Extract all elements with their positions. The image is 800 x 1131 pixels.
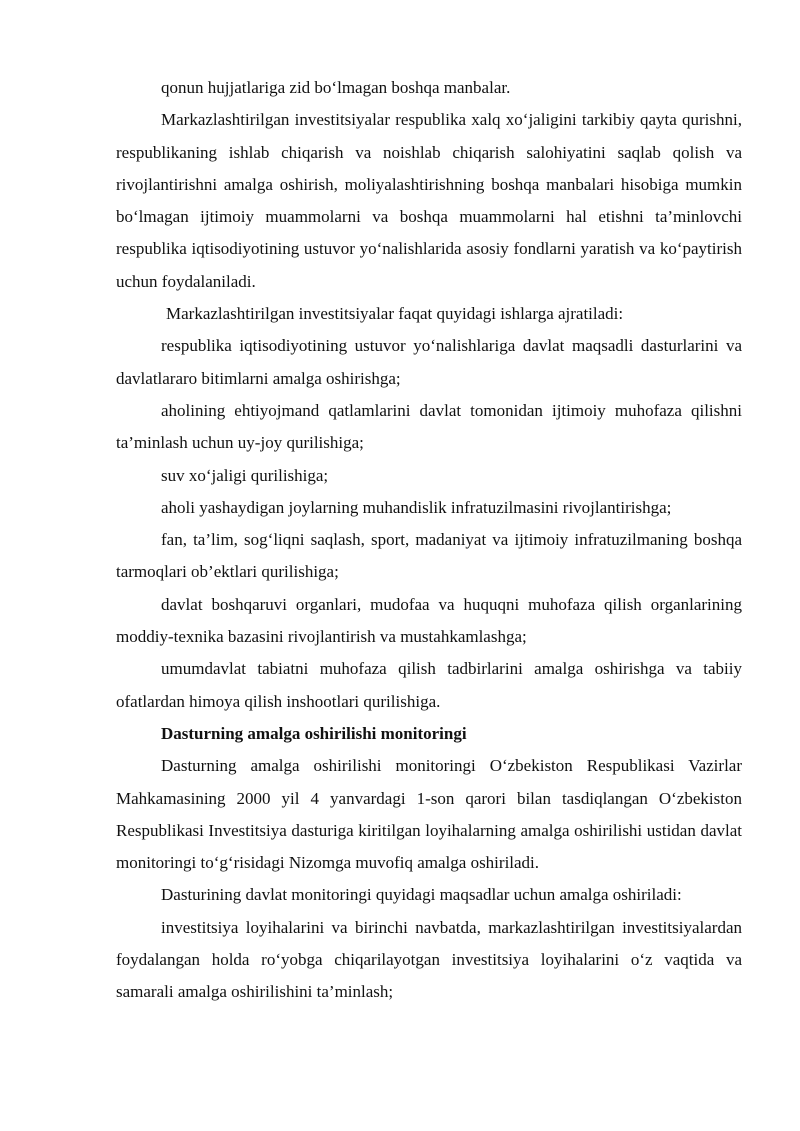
list-item-water: suv xo‘jaligi qurilishiga; xyxy=(161,465,329,485)
list-item-state-programs: respublika iqtisodiyotining ustuvor yo‘nalishlariga davlat maqsadli dasturlarini va davlatlararo bitimlarni amalga oshirishga; xyxy=(116,336,742,388)
paragraph-allocation-intro: Markazlashtirilgan investitsiyalar faqat quyidagi ishlarga ajratiladi: xyxy=(166,304,624,324)
list-item-social-infrastructure: fan, ta’lim, sog‘liqni saqlash, sport, madaniyat va ijtimoiy infratuzilmaning boshqa tarmoqlari ob’ektlari qurilishiga; xyxy=(116,530,742,582)
list-item-timely-implementation: investitsiya loyihalarini va birinchi navbatda, markazlashtirilgan investitsiyalardan foydalangan holda ro‘yobga chiqarilayotgan investitsiya loyihalarini o‘z vaqtida va samarali amalga oshirilishini ta’minlash; xyxy=(116,917,742,1002)
section-heading: Dasturning amalga oshirilishi monitoringi xyxy=(161,723,467,743)
list-item-government-bodies: davlat boshqaruvi organlari, mudofaa va huquqni muhofaza qilish organlarining moddiy-texnika bazasini rivojlantirish va mustahkamlashga; xyxy=(116,594,742,647)
paragraph-continuation: qonun hujjatlariga zid bo‘lmagan boshqa manbalar. xyxy=(161,78,511,97)
paragraph-monitoring: Dasturning amalga oshirilishi monitoringi O‘zbekiston Respublikasi Vazirlar Mahkamasining 2000 yil 4 yanvardagi 1-son qarori bilan tasdiqlangan O‘zbekiston Respublikasi Investitsiya dasturiga kiritilgan loyihalarning amalga oshirilishi ustidan davlat monitoringi to‘g‘risidagi Nizomga muvofiq amalga oshiriladi. xyxy=(116,756,742,873)
list-item-housing: aholining ehtiyojmand qatlamlarini davlat tomonidan ijtimoiy muhofaza qilishni ta’minlash uchun uy-joy qurilishiga; xyxy=(116,400,742,453)
document-page xyxy=(116,72,742,1009)
paragraph-monitoring-goals: Dasturining davlat monitoringi quyidagi maqsadlar uchun amalga oshiriladi: xyxy=(161,885,682,905)
paragraph-centralized-investments: Markazlashtirilgan investitsiyalar respublika xalq xo‘jaligini tarkibiy qayta qurishni, respublikaning ishlab chiqarish va noishlab chiqarish salohiyatini saqlab qolish va rivojlantirishni amalga oshirish, moliyalashtirishning boshqa manbalari hisobiga mumkin bo‘lmagan ijtimoiy muammolarni va boshqa muammolarni hal etishni ta’minlovchi respublika iqtisodiyotining ustuvor yo‘nalishlarida asosiy fondlarni yaratish va ko‘paytirish uchun foydalaniladi. xyxy=(116,110,742,291)
list-item-environment: umumdavlat tabiatni muhofaza qilish tadbirlarini amalga oshirishga va tabiiy ofatlardan himoya qilish inshootlari qurilishiga. xyxy=(116,659,742,711)
list-item-engineering-infrastructure: aholi yashaydigan joylarning muhandislik infratuzilmasini rivojlantirishga; xyxy=(161,497,672,517)
